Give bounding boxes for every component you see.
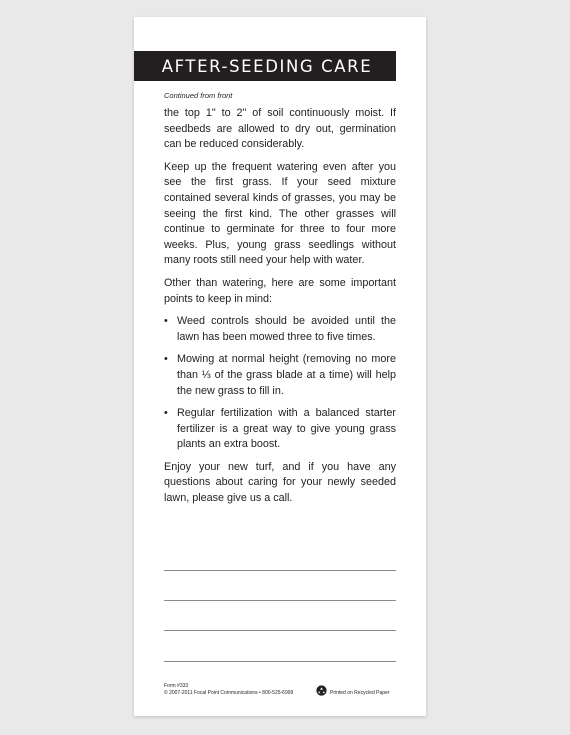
recycle-icon xyxy=(316,685,327,696)
bullet-item xyxy=(164,314,396,345)
continued-note: Continued from front xyxy=(164,91,233,100)
bullet-item xyxy=(164,406,396,453)
recycled-note: Printed on Recycled Paper xyxy=(330,690,390,696)
bullet-list xyxy=(164,314,396,453)
closing-paragraph: Enjoy your new turf, and if you have any questions about caring for your newly seeded lawn, please give us a call. xyxy=(164,460,396,505)
paragraph: Keep up the frequent watering even after you see the first grass. If your seed mixture contained several kinds of grasses, you may be seeing the first kind. The other grasses will continue to germinate for three to four more weeks. Plus, young grass seedlings without many roots still need your help with water. xyxy=(164,160,396,267)
care-card xyxy=(134,17,426,716)
bullet-item xyxy=(164,352,396,399)
body-text xyxy=(164,106,396,514)
bullet-icon: • xyxy=(164,353,168,366)
bullet-icon: • xyxy=(164,407,168,420)
writing-line xyxy=(164,600,396,601)
paragraph: the top 1" to 2" of soil continuously moist. If seedbeds are allowed to dry out, germination can be reduced considerably. xyxy=(164,107,396,151)
header-bar xyxy=(134,51,396,81)
bullet-text: Weed controls should be avoided until the lawn has been mowed three to five times. xyxy=(177,315,396,343)
writing-line xyxy=(164,630,396,631)
writing-line xyxy=(164,661,396,662)
copyright-text: © 2007-2011 Focal Point Communications • 800-525-6999 xyxy=(164,690,294,696)
bullet-text: Regular fertilization with a balanced starter fertilizer is a great way to give young grass plants an extra boost. xyxy=(177,407,396,451)
bullet-text: Mowing at normal height (removing no more than ⅓ of the grass blade at a time) will help the new grass to fill in. xyxy=(177,353,396,397)
writing-line xyxy=(164,570,396,571)
paragraph: Other than watering, here are some important points to keep in mind: xyxy=(164,276,396,305)
form-number: Form #333 xyxy=(164,683,189,689)
card-title: AFTER-SEEDING CARE xyxy=(161,56,373,76)
bullet-icon: • xyxy=(164,315,168,328)
